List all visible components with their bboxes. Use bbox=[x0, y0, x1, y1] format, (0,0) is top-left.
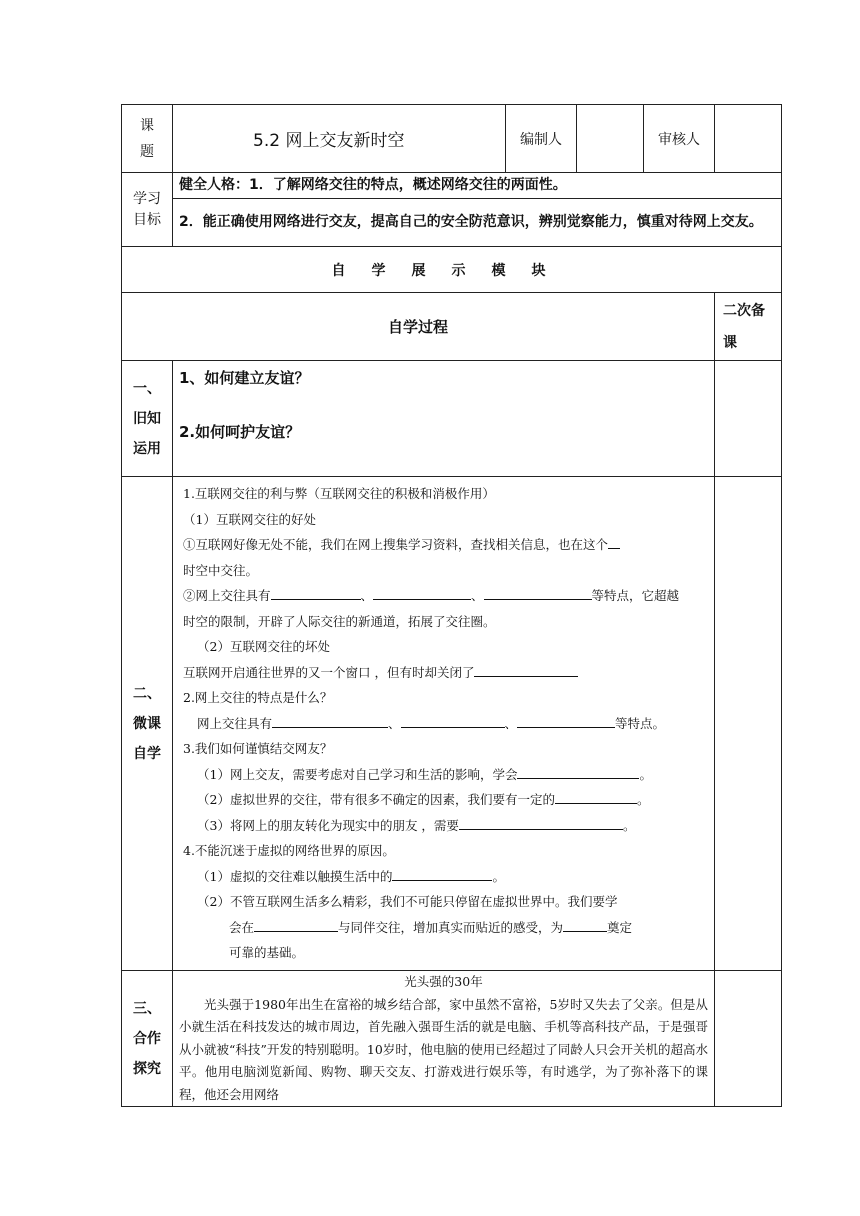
section2-label-line1: 二、 bbox=[133, 685, 161, 702]
process-header: 自学过程 bbox=[122, 293, 715, 361]
mk-line-10-text: 网上交往具有 bbox=[197, 715, 273, 731]
mk-line-18-mid: 与同伴交往，增加真实而贴近的感受，为 bbox=[338, 919, 564, 935]
lesson-title: 5.2 网上交友新时空 bbox=[173, 105, 506, 173]
section3-label-line2: 合作 bbox=[133, 1030, 161, 1047]
section2-row bbox=[122, 477, 782, 971]
mk-line-17: （2）不管互联网生活多么精彩，我们不可能只停留在虚拟世界中。我们要学 bbox=[197, 894, 618, 909]
goals-label-line1: 学习 bbox=[133, 190, 161, 207]
blank[interactable] bbox=[254, 917, 338, 932]
mk-sep: 、 bbox=[471, 588, 484, 603]
mk-end: 。 bbox=[639, 766, 652, 782]
mk-line-1: 1.互联网交往的利与弊（互联网交往的积极和消极作用） bbox=[183, 486, 495, 501]
blank[interactable] bbox=[484, 585, 592, 600]
second-prep-line2: 课 bbox=[723, 334, 737, 351]
mk-line-13 bbox=[177, 787, 710, 813]
mk-line-3-text: ①互联网好像无处不能，我们在网上搜集学习资料，查找相关信息，也在这个 bbox=[183, 537, 609, 552]
editor-value[interactable] bbox=[577, 105, 644, 173]
topic-label-line2: 题 bbox=[140, 143, 154, 160]
mk-line-18-text: 会在 bbox=[229, 919, 255, 935]
blank[interactable] bbox=[517, 713, 615, 728]
section2-content bbox=[173, 477, 715, 971]
blank[interactable] bbox=[271, 585, 361, 600]
mk-line-5-end: 等特点，它超越 bbox=[591, 588, 680, 603]
goal-line-2: 2．能正确使用网络进行交友，提高自己的安全防范意识，辨别觉察能力，慎重对待网上交友。 bbox=[173, 199, 782, 247]
section2-label-line2: 微课 bbox=[133, 715, 161, 732]
mk-line-8-text: 互联网开启通往世界的又一个窗口 ，但有时却关闭了 bbox=[183, 664, 475, 680]
section3-label-line1: 三、 bbox=[133, 1000, 161, 1017]
section3-content bbox=[173, 971, 715, 1107]
process-header-row bbox=[122, 293, 782, 361]
section1-notes[interactable] bbox=[715, 361, 782, 477]
mk-sep: 、 bbox=[504, 715, 518, 731]
mk-line-12 bbox=[177, 762, 710, 788]
mk-sep: 、 bbox=[360, 588, 374, 603]
mk-line-16-text: （1）虚拟的交往难以触摸生活中的 bbox=[197, 868, 393, 884]
mk-line-6: 时空的限制，开辟了人际交往的新通道，拓展了交往圈。 bbox=[183, 613, 496, 629]
header-row bbox=[122, 105, 782, 173]
mk-line-3 bbox=[177, 532, 710, 558]
mk-end: 。 bbox=[636, 792, 650, 807]
blank[interactable] bbox=[608, 534, 620, 549]
section1-row bbox=[122, 361, 782, 477]
mk-line-5-text: ②网上交往具有 bbox=[183, 588, 271, 603]
second-prep-header bbox=[715, 293, 782, 361]
goals-row-2 bbox=[122, 199, 782, 247]
mk-line-14 bbox=[177, 813, 710, 839]
module-banner: 自学展示模块 bbox=[122, 247, 782, 293]
mk-line-8 bbox=[177, 660, 710, 686]
reviewer-label: 审核人 bbox=[644, 105, 715, 173]
section2-label-line3: 自学 bbox=[133, 745, 161, 762]
mk-line-18 bbox=[177, 915, 710, 941]
lesson-plan-table bbox=[121, 104, 782, 1107]
section1-label-line3: 运用 bbox=[133, 440, 161, 457]
mk-line-12-text: （1）网上交友，需要考虑对自己学习和生活的影响，学会 bbox=[197, 766, 518, 782]
blank[interactable] bbox=[272, 713, 388, 728]
mk-line-15: 4.不能沉迷于虚拟的网络世界的原因。 bbox=[183, 843, 395, 858]
blank[interactable] bbox=[474, 662, 578, 677]
story-title: 光头强的30年 bbox=[404, 974, 483, 989]
mk-line-10-end: 等特点。 bbox=[615, 715, 666, 731]
mk-line-10 bbox=[177, 711, 710, 737]
goals-label-line2: 目标 bbox=[133, 211, 161, 228]
banner-row bbox=[122, 247, 782, 293]
mk-line-4: 时空中交往。 bbox=[183, 562, 259, 578]
mk-line-2: （1）互联网交往的好处 bbox=[183, 511, 316, 527]
topic-label-cell bbox=[122, 105, 173, 173]
blank[interactable] bbox=[517, 764, 639, 779]
mk-line-18-end: 奠定 bbox=[607, 919, 633, 935]
section3-row bbox=[122, 971, 782, 1107]
blank[interactable] bbox=[459, 815, 623, 830]
topic-label-line1: 课 bbox=[140, 117, 154, 134]
section1-label-line1: 一、 bbox=[133, 380, 161, 397]
mk-line-16 bbox=[177, 864, 710, 890]
mk-sep: 、 bbox=[388, 715, 401, 731]
blank[interactable] bbox=[373, 585, 471, 600]
mk-line-7: （2）互联网交往的坏处 bbox=[197, 639, 330, 654]
section1-label bbox=[122, 361, 173, 477]
blank[interactable] bbox=[401, 713, 505, 728]
section2-notes[interactable] bbox=[715, 477, 782, 971]
blank[interactable] bbox=[555, 789, 637, 804]
mk-line-13-text: （2）虚拟世界的交往，带有很多不确定的因素，我们要有一定的 bbox=[197, 792, 555, 807]
section3-notes[interactable] bbox=[715, 971, 782, 1107]
mk-line-19: 可靠的基础。 bbox=[229, 945, 305, 960]
mk-line-9: 2.网上交往的特点是什么？ bbox=[183, 690, 333, 705]
mk-line-11: 3.我们如何谨慎结交网友？ bbox=[183, 741, 333, 756]
goal-line-1: 健全人格：1．了解网络交往的特点，概述网络交往的两面性。 bbox=[173, 173, 782, 199]
goals-label-cell bbox=[122, 173, 173, 247]
blank[interactable] bbox=[563, 917, 607, 932]
story-text: 光头强于1980年出生在富裕的城乡结合部，家中虽然不富裕，5岁时又失去了父亲。但是从小就生活在科技发达的城市周边，首先融入强哥生活的就是电脑、手机等高科技产品，于是强哥从小就被“科技”开发的特别聪明。10岁时，他电脑的使用已经超过了同龄人只会开关机的超高水平。他用电脑浏览新闻、购物、聊天交友、打游戏进行娱乐等，有时逃学，为了弥补落下的课程，他还会用网络 bbox=[179, 996, 708, 1102]
section1-label-line2: 旧知 bbox=[133, 410, 161, 427]
section1-content bbox=[173, 361, 715, 477]
section1-question-1: 1、如何建立友谊？ bbox=[179, 369, 310, 387]
section2-label bbox=[122, 477, 173, 971]
blank[interactable] bbox=[392, 866, 492, 881]
mk-end: 。 bbox=[492, 868, 505, 884]
editor-label: 编制人 bbox=[506, 105, 577, 173]
reviewer-value[interactable] bbox=[715, 105, 782, 173]
mk-line-14-text: （3）将网上的朋友转化为现实中的朋友 ，需要 bbox=[197, 817, 459, 833]
section3-label bbox=[122, 971, 173, 1107]
second-prep-line1: 二次备 bbox=[723, 302, 765, 319]
mk-end: 。 bbox=[622, 817, 636, 833]
section3-label-line3: 探究 bbox=[133, 1060, 161, 1077]
goals-row-1 bbox=[122, 173, 782, 199]
section1-question-2: 2.如何呵护友谊？ bbox=[179, 423, 301, 441]
mk-line-5 bbox=[177, 583, 710, 609]
